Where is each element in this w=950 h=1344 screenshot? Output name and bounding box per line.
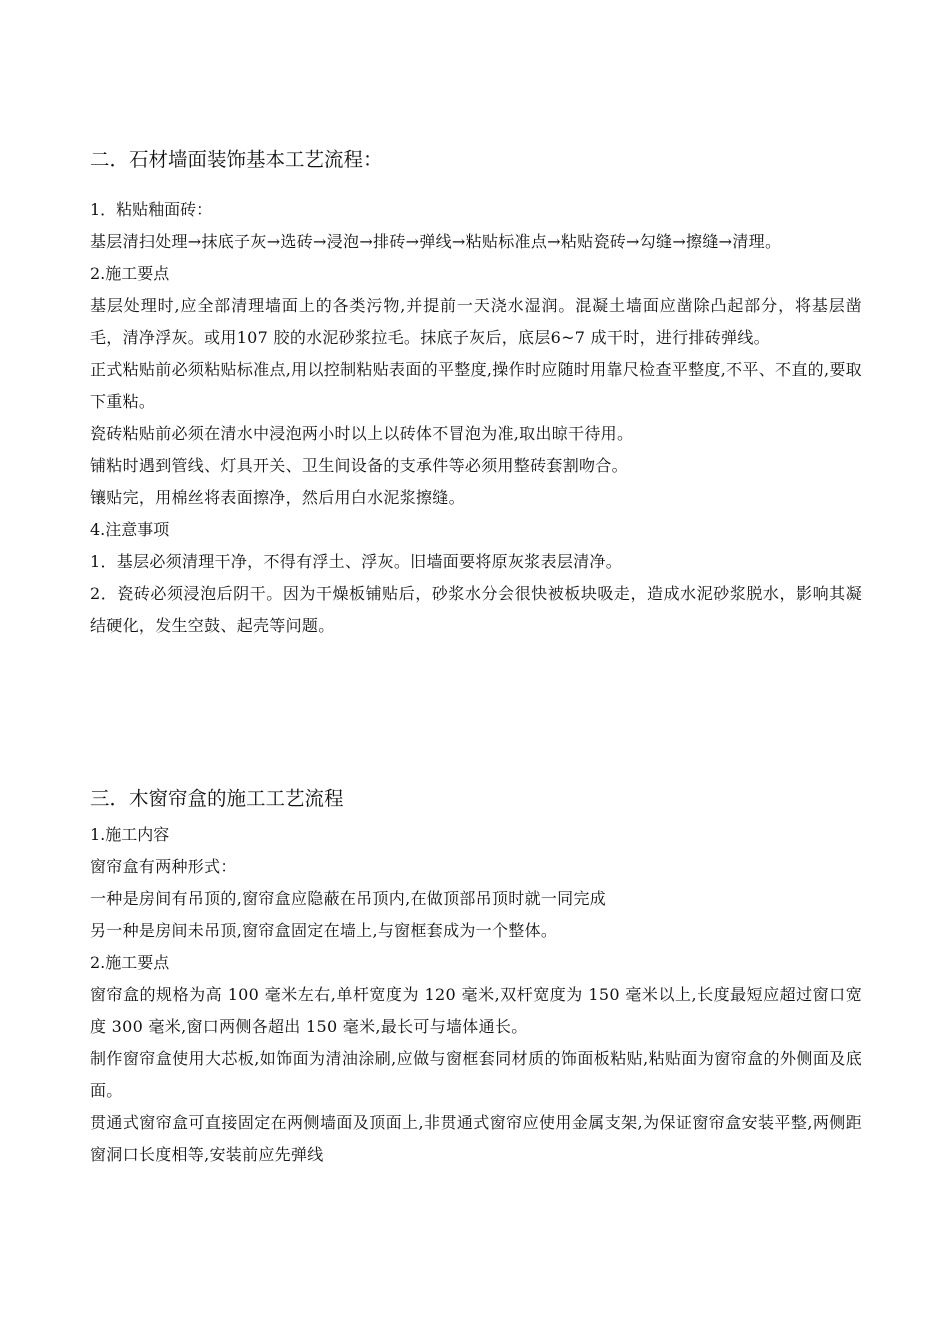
section-heading: 三．木窗帘盒的施工工艺流程 — [90, 787, 344, 810]
paragraph: 贯通式窗帘盒可直接固定在两侧墙面及顶面上,非贯通式窗帘应使用金属支架,为保证窗帘盒安装平整,两侧距窗洞口长度相等,安装前应先弹线 — [90, 1113, 862, 1164]
section-stone-wall — [90, 146, 862, 642]
section-heading: 二．石材墙面装饰基本工艺流程： — [90, 148, 383, 171]
process-flow-text: 基层清扫处理→抹底子灰→选砖→浸泡→排砖→弹线→粘贴标准点→粘贴瓷砖→勾缝→擦缝→清理。 — [90, 232, 782, 251]
note-item: 1．基层必须清理干净，不得有浮土、浮灰。旧墙面要将原灰浆表层清净。 — [90, 552, 623, 571]
paragraph: 铺粘时遇到管线、灯具开关、卫生间设备的支承件等必须用整砖套割吻合。 — [90, 456, 628, 475]
paragraph: 基层处理时,应全部清理墙面上的各类污物,并提前一天浇水湿润。混凝土墙面应凿除凸起部分，将基层凿毛，清净浮灰。或用107 胶的水泥砂浆拉毛。抹底子灰后，底层6~7 成干时，进行排砖弹线。 — [90, 296, 862, 347]
subsection-title: 4.注意事项 — [90, 520, 170, 539]
section-curtain-box — [90, 785, 862, 1171]
subsection-title: 2.施工要点 — [90, 953, 170, 972]
paragraph: 正式粘贴前必须粘贴标准点,用以控制粘贴表面的平整度,操作时应随时用靠尺检查平整度,不平、不直的,要取下重粘。 — [90, 360, 862, 411]
paragraph: 窗帘盒的规格为高 100 毫米左右,单杆宽度为 120 毫米,双杆宽度为 150 毫米以上,长度最短应超过窗口宽度 300 毫米,窗口两侧各超出 150 毫米,最长可与墙体通长。 — [90, 985, 862, 1036]
paragraph: 镶贴完，用棉丝将表面擦净，然后用白水泥浆擦缝。 — [90, 488, 465, 507]
subsection-title: 1．粘贴釉面砖： — [90, 200, 213, 219]
paragraph: 制作窗帘盒使用大芯板,如饰面为清油涂刷,应做与窗框套同材质的饰面板粘贴,粘贴面为窗帘盒的外侧面及底面。 — [90, 1049, 862, 1100]
paragraph: 另一种是房间未吊顶,窗帘盒固定在墙上,与窗框套成为一个整体。 — [90, 921, 558, 940]
paragraph: 一种是房间有吊顶的,窗帘盒应隐蔽在吊顶内,在做顶部吊顶时就一同完成 — [90, 889, 607, 908]
paragraph: 瓷砖粘贴前必须在清水中浸泡两小时以上以砖体不冒泡为准,取出晾干待用。 — [90, 424, 634, 443]
subsection-title: 1.施工内容 — [90, 825, 170, 844]
paragraph: 窗帘盒有两种形式： — [90, 857, 237, 876]
subsection-title: 2.施工要点 — [90, 264, 170, 283]
note-item: 2．瓷砖必须浸泡后阴干。因为干燥板铺贴后，砂浆水分会很快被板块吸走，造成水泥砂浆脱水，影响其凝结硬化，发生空鼓、起壳等问题。 — [90, 584, 862, 635]
